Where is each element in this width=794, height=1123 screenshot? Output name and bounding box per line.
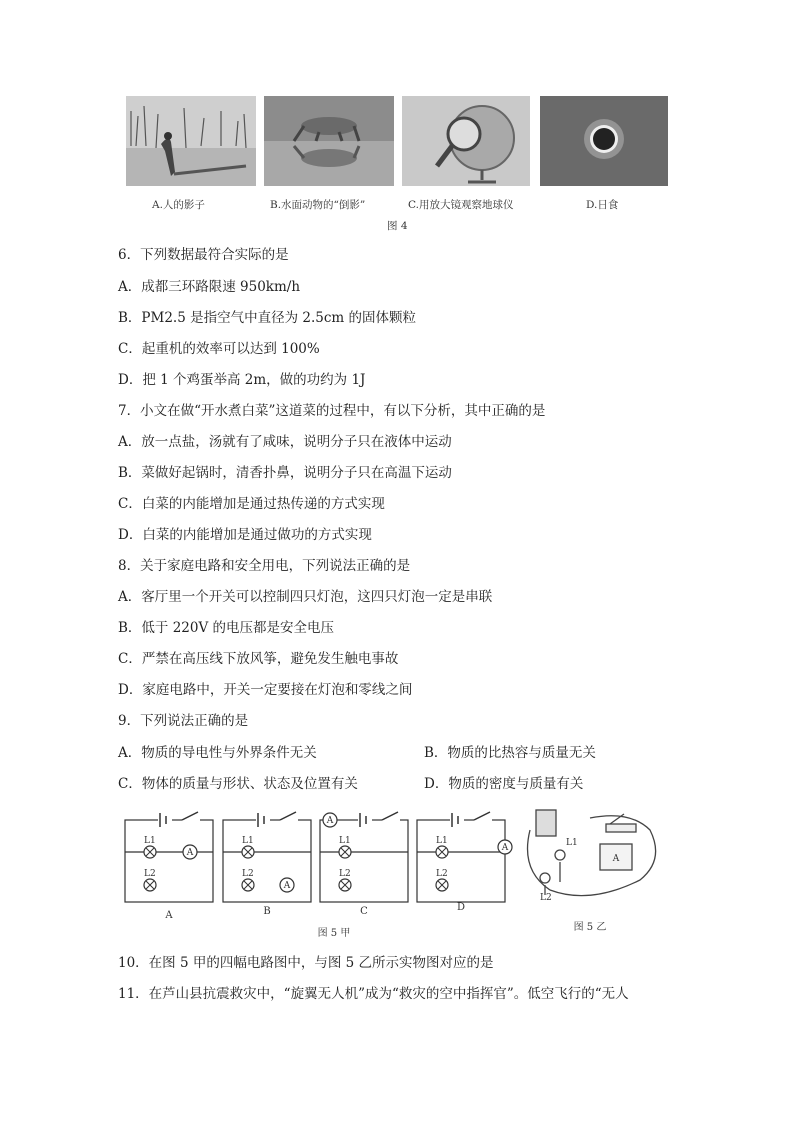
q7-option-b: B．菜做好起锅时，清香扑鼻，说明分子只在高温下运动 bbox=[118, 465, 452, 481]
q9-option-b: B．物质的比热容与质量无关 bbox=[424, 745, 596, 761]
q9-option-c: C．物体的质量与形状、状态及位置有关 bbox=[118, 776, 358, 792]
ammeter-a: A bbox=[186, 848, 194, 858]
caption-c: C.用放大镜观察地球仪 bbox=[408, 199, 514, 211]
q9-option-a: A．物质的导电性与外界条件无关 bbox=[118, 745, 317, 761]
caption-a: A.人的影子 bbox=[152, 199, 205, 211]
wiring-label-l1: L1 bbox=[566, 838, 578, 848]
question-9: 9．下列说法正确的是 bbox=[118, 713, 249, 729]
circuit-label-a: A bbox=[165, 910, 173, 921]
q8-option-b: B．低于 220V 的电压都是安全电压 bbox=[118, 620, 335, 636]
figure-5-circuits bbox=[120, 800, 680, 950]
ammeter-b: A bbox=[283, 881, 291, 891]
label-l1-b: L1 bbox=[242, 836, 254, 846]
ammeter-c: A bbox=[326, 816, 334, 826]
wiring-ammeter: A bbox=[612, 854, 620, 864]
figure-4-label: 图 4 bbox=[387, 220, 408, 232]
question-7: 7．小文在做“开水煮白菜”这道菜的过程中，有以下分析，其中正确的是 bbox=[118, 403, 546, 419]
question-8: 8．关于家庭电路和安全用电，下列说法正确的是 bbox=[118, 558, 411, 574]
label-l2-c: L2 bbox=[339, 869, 351, 879]
q7-option-a: A．放一点盐，汤就有了咸味，说明分子只在液体中运动 bbox=[118, 434, 452, 450]
q8-option-c: C．严禁在高压线下放风筝，避免发生触电事故 bbox=[118, 651, 399, 667]
ammeter-d: A bbox=[501, 843, 509, 853]
caption-d: D.日食 bbox=[586, 199, 619, 211]
question-10: 10．在图 5 甲的四幅电路图中，与图 5 乙所示实物图对应的是 bbox=[118, 955, 494, 971]
photo-shadow bbox=[126, 96, 256, 186]
label-l2-d: L2 bbox=[436, 869, 448, 879]
q8-option-a: A．客厅里一个开关可以控制四只灯泡，这四只灯泡一定是串联 bbox=[118, 589, 493, 605]
q6-option-d: D．把 1 个鸡蛋举高 2m，做的功约为 1J bbox=[118, 372, 366, 388]
photo-magnifier-globe bbox=[402, 96, 530, 186]
circuit-label-b: B bbox=[263, 906, 271, 917]
caption-b: B.水面动物的“倒影” bbox=[270, 199, 366, 211]
label-l2-b: L2 bbox=[242, 869, 254, 879]
photo-eclipse bbox=[540, 96, 668, 186]
photo-reflection bbox=[264, 96, 394, 186]
circuit-label-c: C bbox=[360, 906, 368, 917]
question-6: 6．下列数据最符合实际的是 bbox=[118, 247, 289, 263]
q6-option-c: C．起重机的效率可以达到 100% bbox=[118, 341, 320, 357]
q7-option-c: C．白菜的内能增加是通过热传递的方式实现 bbox=[118, 496, 385, 512]
label-l1-a: L1 bbox=[144, 836, 156, 846]
q6-option-b: B．PM2.5 是指空气中直径为 2.5cm 的固体颗粒 bbox=[118, 310, 417, 326]
label-l1-d: L1 bbox=[436, 836, 448, 846]
q9-option-d: D．物质的密度与质量有关 bbox=[424, 776, 584, 792]
label-l2-a: L2 bbox=[144, 869, 156, 879]
q7-option-d: D．白菜的内能增加是通过做功的方式实现 bbox=[118, 527, 372, 543]
figure-5-caption-left: 图 5 甲 bbox=[317, 928, 351, 939]
figure-5-caption-right: 图 5 乙 bbox=[573, 922, 607, 933]
label-l1-c: L1 bbox=[339, 836, 351, 846]
q8-option-d: D．家庭电路中，开关一定要接在灯泡和零线之间 bbox=[118, 682, 413, 698]
question-11: 11．在芦山县抗震救灾中，“旋翼无人机”成为“救灾的空中指挥官”。低空飞行的“无人 bbox=[118, 986, 629, 1002]
wiring-label-l2: L2 bbox=[540, 893, 552, 903]
q6-option-a: A．成都三环路限速 950km/h bbox=[118, 279, 301, 295]
circuit-label-d: D bbox=[456, 902, 466, 913]
